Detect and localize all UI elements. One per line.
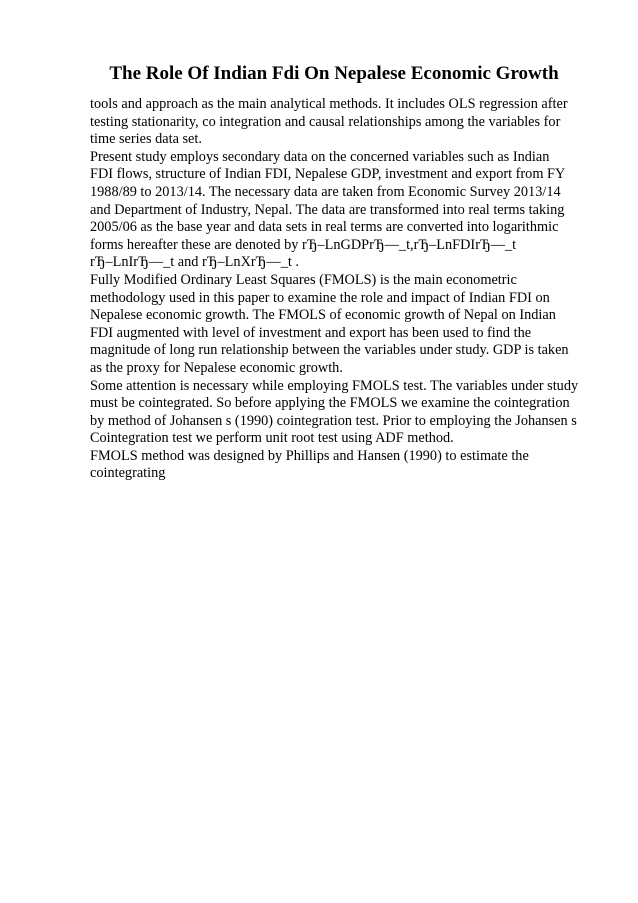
text-line: Some attention is necessary while employing FMOLS test. The variables under study xyxy=(90,377,579,394)
text-line: FMOLS method was designed by Phillips and Hansen (1990) to estimate the xyxy=(90,447,529,464)
text-line: FDI augmented with level of investment and export has been used to find the xyxy=(90,324,532,341)
text-line: forms hereafter these are denoted by rЂ–LnGDPrЂ—_t,rЂ–LnFDIrЂ—_t xyxy=(90,236,517,253)
text-line: by method of Johansen s (1990) cointegration test. Prior to employing the Johansen s xyxy=(90,412,577,429)
text-line: Cointegration test we perform unit root test using ADF method. xyxy=(90,430,454,447)
text-line: time series data set. xyxy=(90,131,202,148)
text-line: 2005/06 as the base year and data sets in real terms are converted into logarithmic xyxy=(90,219,559,236)
text-line: rЂ–LnIrЂ—_t and rЂ–LnXrЂ—_t . xyxy=(90,254,299,271)
text-line: testing stationarity, co integration and causal relationships among the variables for xyxy=(90,113,561,130)
text-line: as the proxy for Nepalese economic growth. xyxy=(90,359,343,376)
text-line: FDI flows, structure of Indian FDI, Nepalese GDP, investment and export from FY xyxy=(90,166,566,183)
text-line: Nepalese economic growth. The FMOLS of economic growth of Nepal on Indian xyxy=(90,307,556,324)
text-line: Present study employs secondary data on the concerned variables such as Indian xyxy=(90,148,550,165)
text-line: methodology used in this paper to examine the role and impact of Indian FDI on xyxy=(90,289,550,306)
text-line: Fully Modified Ordinary Least Squares (FMOLS) is the main econometric xyxy=(90,271,517,288)
text-line: and Department of Industry, Nepal. The data are transformed into real terms taking xyxy=(90,201,565,218)
text-line: magnitude of long run relationship between the variables under study. GDP is taken xyxy=(90,342,569,359)
page-title: The Role Of Indian Fdi On Nepalese Economic Growth xyxy=(109,63,559,84)
text-line: cointegrating xyxy=(90,465,166,482)
text-line: 1988/89 to 2013/14. The necessary data are taken from Economic Survey 2013/14 xyxy=(90,183,561,200)
text-line: tools and approach as the main analytical methods. It includes OLS regression after xyxy=(90,96,568,112)
text-line: must be cointegrated. So before applying the FMOLS we examine the cointegration xyxy=(90,395,570,412)
body-text xyxy=(90,96,600,483)
